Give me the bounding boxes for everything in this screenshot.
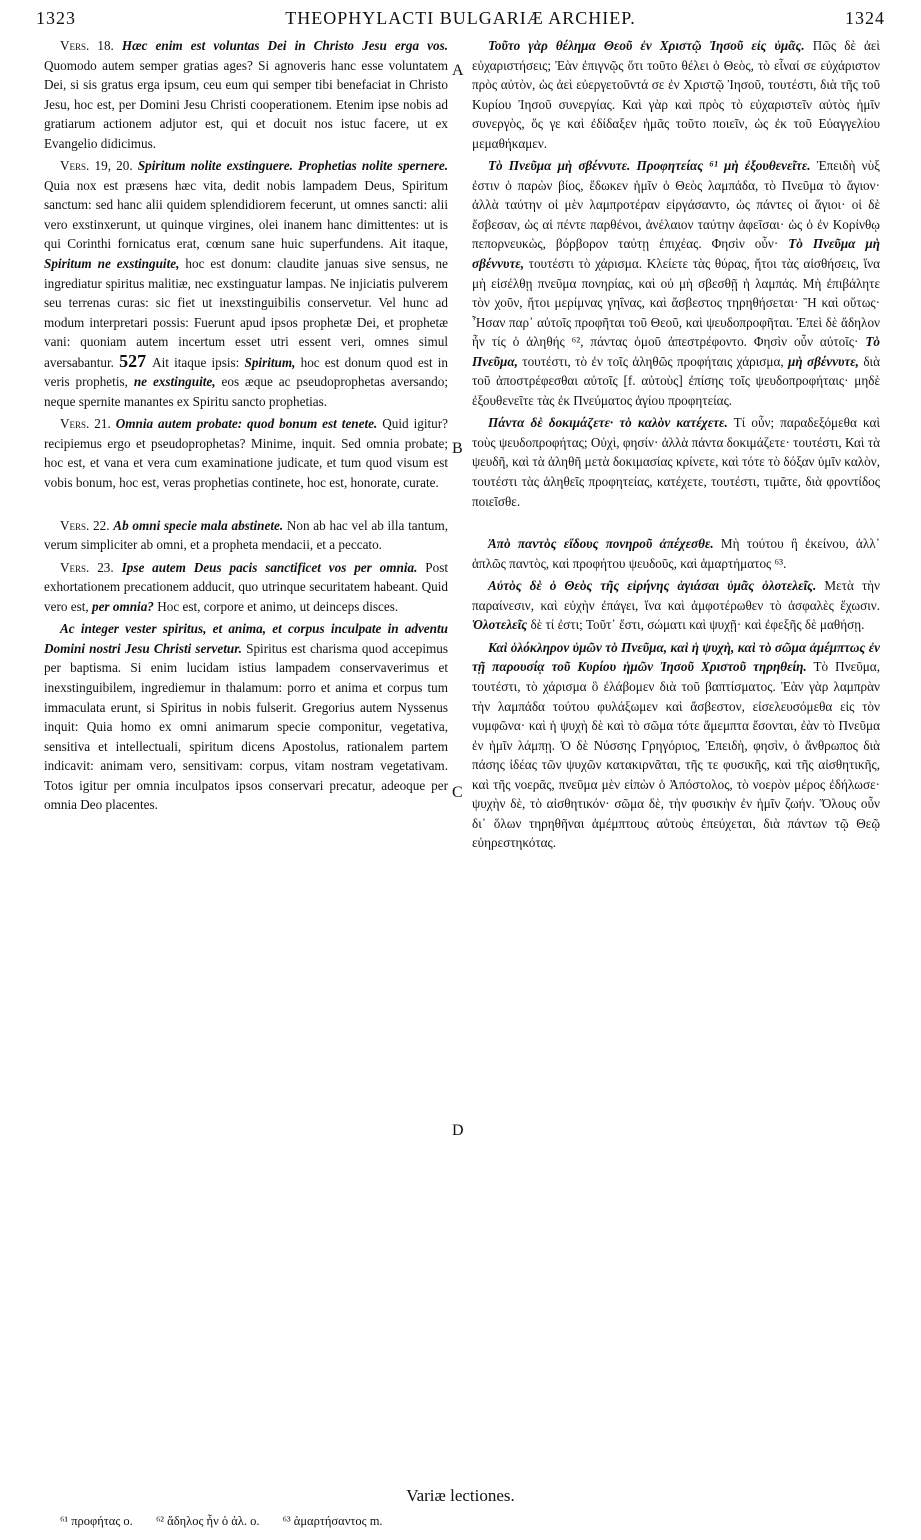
verse-lemma: Spiritum,: [244, 354, 296, 370]
commentary-text: eos æque ac pseudoprophetas aversando; neque spernite manantes ex Spiritu sancto prophetias.: [44, 374, 449, 409]
greek-verse-19-20: [472, 156, 880, 410]
footnote-61: ⁶¹ προφήτας ο.: [60, 1514, 133, 1528]
commentary-text: Quomodo autem semper gratias ages? Si agnoveris hanc esse voluntatem Dei, si sis gratus erga ipsum, ceu eum qui semper tibi benefaciat in Christo Jesu, hoc est, per Domini Jesu Christi cooperationem. Etenim ipse nobis ad gratiarum actionem adjutor est, qui et docuit nos istuc facere, ut ex Evangelio didicimus.: [44, 57, 448, 151]
verse-lemma: Τὸ Πνεῦμα μὴ σβέννυτε,: [472, 236, 880, 272]
verse-number: Vers. 21.: [60, 416, 111, 432]
latin-verse-23-continued: [44, 619, 448, 814]
section-mark-c: C: [452, 784, 463, 801]
commentary-text: Τί οὖν; παραδεξόμεθα καὶ τοὺς ψευδοπροφήτας; Οὐχὶ, φησίν· ἀλλὰ πάντα δοκιμάζετε· τουτέστι, Καὶ τὰ ψευδῆ, καὶ τὰ ἀληθῆ μετὰ δοκιμασίας κρίνετε, καὶ τότε τὸ δόξαν ὑμῖν καλὸν, τουτέστι τὰς ἀληθεῖς προφητείας, κατέχετε, τουτέστι, τιμᾶτε, διὰ φροντίδος ποιεῖσθε.: [472, 415, 880, 509]
page-number-left: 1323: [36, 8, 76, 28]
section-mark-b: B: [452, 440, 463, 457]
verse-lemma: Ac integer vester spiritus, et anima, et corpus inculpate in adventu Domini nostri Jesu Christi servetur.: [44, 621, 448, 656]
verse-lemma: ne exstinguite,: [133, 374, 216, 390]
verse-lemma: Omnia autem probate: quod bonum est tenete.: [115, 416, 378, 432]
verse-number: Vers. 19, 20.: [60, 158, 133, 174]
verse-number: Vers. 18.: [60, 38, 114, 53]
verse-lemma: Πάντα δὲ δοκιμάζετε· τὸ καλὸν κατέχετε.: [488, 415, 728, 431]
verse-lemma: Ipse autem Deus pacis sanctificet vos per omnia.: [121, 559, 418, 575]
commentary-text: Quia nox est præsens hæc vita, dedit nobis lampadem Deus, Spiritum sanctum: sed hanc alii quidem splendidiorem fecerunt, ut omnes sancti: alii vero exstinxerunt, ut quinque virgines, olei inanem hanc dimittentes: ut is qui Corinthi fornicatus erat, cœnum sane huic superfundens. Ait itaque,: [44, 177, 448, 252]
commentary-text: hoc est donum quod est in veris prophetis,: [44, 354, 448, 390]
verse-lemma: Τὸ Πνεῦμα,: [472, 334, 880, 369]
verse-lemma: Αὐτὸς δὲ ὁ Θεὸς τῆς εἰρήνης ἁγιάσαι ὑμᾶς ὁλοτελεῖς.: [488, 578, 817, 594]
verse-lemma: Hæc enim est voluntas Dei in Christo Jesu erga vos.: [121, 38, 448, 53]
section-mark-a: A: [452, 62, 464, 79]
latin-verse-22: [44, 516, 448, 555]
commentary-text: Non ab hac vel ab illa tantum, verum simpliciter ab omni, et a propheta mendacii, et a peccato.: [44, 517, 449, 553]
page-number-right: 1324: [845, 8, 885, 28]
commentary-text: τουτέστι τὸ χάρισμα. Κλείετε τὰς θύρας, ἤτοι τὰς αἰσθήσεις, ἵνα μὴ εἰσέλθῃ πνεῦμα πονηρίας, καὶ οὐ μὴ σβεσθῇ ἡ λαμπάς. Μὴ ἐπιβάλητε τὸν χοῦν, ἤτοι μερίμνας γηΐνας, καὶ ἄσβεστος τηρηθήσεται· Ἢ καὶ οὕτως· Ἦσαν παρ᾽ αὐτοῖς προφῆται τοῦ Θεοῦ, καὶ ψευδοπροφῆται. Ἐπεὶ δὲ ἄδηλον ἦν τίς ὁ ἀληθής ⁶², πάντας ὁμοῦ ἀπεστρέφοντο. Φησὶν οὖν αὐτοῖς·: [472, 256, 880, 350]
verse-lemma: Καὶ ὁλόκληρον ὑμῶν τὸ Πνεῦμα, καὶ ἡ ψυχὴ, καὶ τὸ σῶμα ἀμέμπτως ἐν τῇ παρουσίᾳ τοῦ Κυρίου ἡμῶν Ἰησοῦ Χριστοῦ τηρηθείη.: [472, 639, 880, 675]
commentary-text: hoc est donum: claudite januas sive sensus, ne ingrediatur spiritus malitiæ, nec exstinguatur lampas. Ne injiciatis pulverem seu terrenas curas: sic fiet ut inexstinguibilis conservetur. Vel hunc ad modum interpretari possis: Fuerunt apud ipsos prophetæ Dei, et prophetæ vani: quoniam autem incertum esset utri essent veri, omnes simul aversabantur.: [44, 256, 449, 370]
commentary-text: Spiritus est charisma quod accepimus per baptisma. Si enim lucidam istius lampadem conservaverimus et inexstinguibilem, ingrediemur in thalamum: porro et anima et corpus tum immaculata erunt, si Spiritus in nobis fulserit. Gregorius autem Nyssenus inquit: Quia homo ex omni animarum specie componitur, vegetativa, sensitiva et intellectuali, spiritum dicens Apostolus, rationalem partem indicavit: animam vero, sensitivam: corpus, vitam nostram vegetativam. Totos igitur per omnia inculpatos ipsos conservari precatur, adeoque per omnia Deo placentes.: [44, 640, 448, 813]
latin-verse-23: [44, 558, 448, 617]
commentary-text: Post exhortationem precationem adducit, quo utrinque securitatem habeant. Quid vero est,: [44, 559, 449, 614]
verse-number: Vers. 22.: [60, 517, 110, 533]
verse-lemma: Τὸ Πνεῦμα μὴ σβέννυτε. Προφητείας ⁶¹ μὴ ἐξουθενεῖτε.: [488, 158, 811, 174]
latin-verse-19-20: [44, 156, 448, 411]
commentary-text: Τὸ Πνεῦμα, τουτέστι, τὸ χάρισμα ὃ ἐλάβομεν διὰ τοῦ βαπτίσματος. Ἐὰν γὰρ λαμπρὰν τὴν λαμπάδα τούτου φυλάξωμεν καὶ ἄσβεστον, εἰσελευσόμεθα εἰς τὸν νυμφῶνα· καὶ ἡ ψυχὴ δὲ καὶ τὸ σῶμα τότε ἄμεμπτα ἔσονται, ἐὰν τὸ Πνεῦμα ἐν ἡμῖν λάμπῃ. Ὁ δὲ Νύσσης Γρηγόριος, Ἐπειδὴ, φησὶν, ὁ ἄνθρωπος διὰ πάσης ἰδέας τῶν ψυχῶν κατακιρνᾶται, τῆς τε φυσικῆς, καὶ τῆς αἰσθητικῆς, καὶ τῆς νοερᾶς, πνεῦμα μὲν εἰπὼν ὁ Ἀπόστολος, τὸ νοερὸν μέρος ἐδήλωσε· ψυχὴν δὲ, τὸ αἰσθητικόν· σῶμα δὲ, τὴν φυσικὴν ἐν ἡμῖν ζωήν. Ὅλους οὖν δι᾽ ὅλων τηρηθῆναι ἀμέμπτους αὐτοὺς ἐπεύχεται, διὰ πάντων τῷ Θεῷ εὐηρεστηκότας.: [472, 659, 881, 851]
commentary-text: Μετὰ τὴν παραίνεσιν, καὶ εὐχὴν ἐπάγει, ἵνα καὶ ἀμφοτέρωθεν τὸ ἀσφαλὲς ἔχωσιν.: [472, 578, 881, 613]
greek-verse-22: [472, 534, 880, 573]
latin-verse-21: [44, 414, 448, 492]
verse-lemma: Spiritum nolite exstinguere. Prophetias nolite spernere.: [137, 158, 449, 174]
running-header: [36, 8, 885, 34]
section-mark-d: D: [452, 1122, 464, 1139]
verse-lemma: Spiritum ne exstinguite,: [44, 256, 180, 272]
verse-lemma: per omnia?: [91, 598, 154, 614]
commentary-text: Ait itaque ipsis:: [152, 354, 240, 370]
running-title: THEOPHYLACTI BULGARIÆ ARCHIEP.: [285, 8, 636, 28]
greek-column: [472, 36, 880, 856]
verse-lemma: Τοῦτο γὰρ θέλημα Θεοῦ ἐν Χριστῷ Ἰησοῦ εἰς ὑμᾶς.: [488, 38, 805, 53]
column-number: 527: [119, 350, 147, 371]
greek-verse-21: [472, 413, 880, 511]
commentary-text: διὰ τοῦ ἀποστρέφεσθαι αὐτοῖς [f. αὐτοὺς] ἐπίσης τοῖς ψευδοπροφήταις· μηδὲ ἐξουθενεῖτε τὰς ἐκ Πνεύματος ἁγίου προφητείας.: [472, 353, 881, 408]
latin-column: [44, 36, 448, 818]
greek-verse-23-continued: [472, 638, 880, 853]
verse-number: Vers. 23.: [60, 559, 114, 575]
commentary-text: Hoc est, corpore et animo, ut deinceps disces.: [157, 598, 399, 614]
commentary-text: τουτέστι, τὸ ἐν τοῖς ἀληθῶς προφήταις χάρισμα,: [522, 353, 784, 369]
variae-lectiones-notes: [60, 1514, 861, 1529]
commentary-text: Ἐπειδὴ νὺξ ἐστιν ὁ παρὼν βίος, ἔδωκεν ἡμῖν ὁ Θεὸς λαμπάδα, τὸ Πνεῦμα τὸ ἅγιον· ἀλλὰ ταύτην οἱ μὲν λαμπροτέραν εἰργάσαντο, ὡς πάντες οἱ ἅγιοι· οἱ δὲ ἔσβεσαν, ὡς αἱ πέντε παρθένοι, ἀνέλαιον ταύτην ἀφεῖσαι· ὡς ὁ ἐν Κορίνθῳ πεπορνευκὼς, βόρβορον ταύτῃ ἐπιχέας. Φησὶν οὖν·: [472, 158, 881, 252]
commentary-text: δὲ τί ἐστι; Τοῦτ᾽ ἔστι, σώματι καὶ ψυχῇ· καὶ ἐφεξῆς δὲ μαθήσῃ.: [530, 617, 865, 633]
footnote-63: ⁶³ ἁμαρτήσαντος m.: [282, 1514, 383, 1528]
footnote-62: ⁶² ἄδηλος ἦν ὁ ἀλ. ο.: [155, 1514, 260, 1528]
commentary-text: Μὴ τούτου ἢ ἐκείνου, ἀλλ᾽ ἁπλῶς παντὸς, καὶ προφήτου ψευδοῦς, καὶ ἁμαρτήματος ⁶³.: [472, 536, 880, 571]
verse-lemma: μὴ σβέννυτε,: [788, 353, 859, 369]
commentary-text: Quid igitur? recipiemus ergo et pseudoprophetas? Minime, inquit. Sed omnia probate; hoc est, et vana et vera cum examinatione judicate, et tum quod visum est vobis bonum, hoc est, veras prophetias continete, hoc est, honorate, curate.: [44, 416, 449, 491]
verse-lemma: Ὁλοτελεῖς: [472, 617, 528, 633]
latin-verse-18: [44, 36, 448, 153]
commentary-text: Πῶς δὲ ἀεὶ εὐχαριστήσεις; Ἐὰν ἐπιγνῷς ὅτι τοῦτο θέλει ὁ Θεὸς, τὸ εἶναί σε εὐχάριστον πρὸς αὐτὸν, ὡς ἀεὶ εὐεργετοῦντά σε ἐν Χριστῷ Ἰησοῦ, τουτέστι, διὰ τῆς τοῦ Κυρίου Ἰησοῦ συνεργίας. Καὶ γὰρ καὶ πρὸς τὸ εὐχαριστεῖν αὐτὸς ἡμῖν συνεργὸς, ὅς γε καὶ ἐδίδαξεν ἡμᾶς τοῦτο ποιεῖν, ὡς ἐκ τοῦ Εὐαγγελίου μεμαθήκαμεν.: [472, 38, 880, 151]
verse-lemma: Ab omni specie mala abstinete.: [113, 517, 284, 533]
greek-verse-23: [472, 576, 880, 635]
greek-verse-18: [472, 36, 880, 153]
variae-lectiones-heading: Variæ lectiones.: [406, 1486, 515, 1505]
verse-lemma: Ἀπὸ παντὸς εἴδους πονηροῦ ἀπέχεσθε.: [488, 536, 714, 552]
